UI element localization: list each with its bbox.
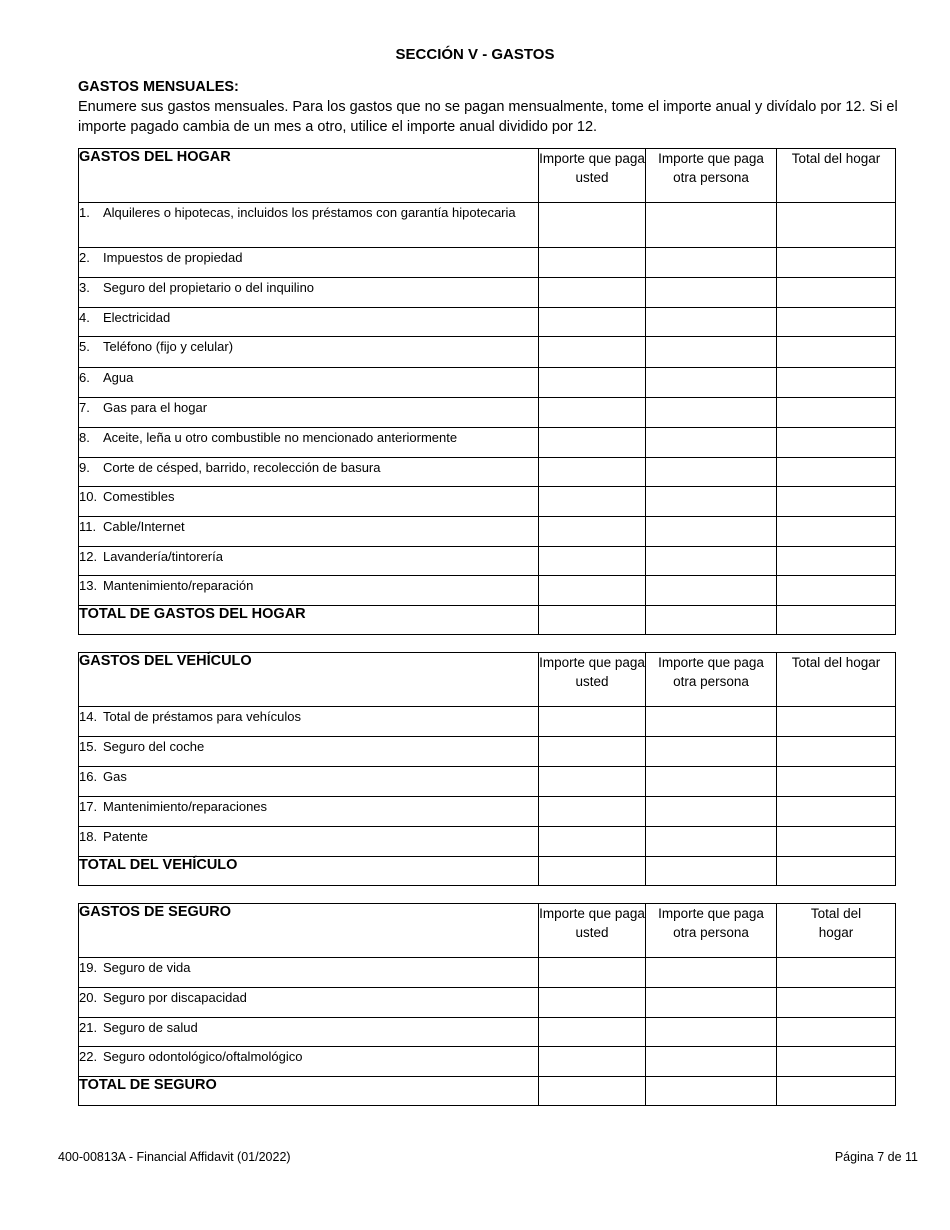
amount-other-pays-cell[interactable] — [646, 517, 777, 547]
amount-you-pay-cell[interactable] — [539, 1047, 646, 1077]
vehicle-total-label: TOTAL DEL VEHÍCULO — [79, 857, 539, 886]
amount-you-pay-cell[interactable] — [539, 958, 646, 988]
table-row — [79, 827, 896, 857]
amount-you-pay-cell[interactable] — [539, 308, 646, 337]
item-label: Patente — [103, 829, 148, 844]
item-label: Impuestos de propiedad — [103, 250, 243, 265]
total-you-pay-cell[interactable] — [539, 606, 646, 635]
amount-other-pays-cell[interactable] — [646, 1047, 777, 1077]
amount-you-pay-cell[interactable] — [539, 797, 646, 827]
amount-other-pays-cell[interactable] — [646, 797, 777, 827]
household-total-cell[interactable] — [777, 398, 896, 428]
amount-you-pay-cell[interactable] — [539, 517, 646, 547]
item-label: Comestibles — [103, 489, 175, 504]
intro-text: Enumere sus gastos mensuales. Para los gastos que no se pagan mensualmente, tome el importe anual y divídalo por 12. Si el importe pagado cambia de un mes a otro, utilice el importe anual dividido por 12. — [78, 99, 898, 135]
household-expenses-table — [78, 148, 896, 635]
total-row — [79, 1077, 896, 1106]
household-total-cell[interactable] — [777, 1047, 896, 1077]
table-row — [79, 1047, 896, 1077]
amount-you-pay-cell[interactable] — [539, 547, 646, 576]
amount-you-pay-cell[interactable] — [539, 278, 646, 308]
item-number: 11. — [79, 519, 97, 534]
item-label: Mantenimiento/reparaciones — [103, 799, 268, 814]
item-number: 20. — [79, 990, 98, 1005]
table-row — [79, 308, 896, 337]
item-number: 12. — [79, 549, 98, 564]
amount-other-pays-cell[interactable] — [646, 547, 777, 576]
col-other-pays: Importe que paga otra persona — [646, 653, 777, 707]
amount-other-pays-cell[interactable] — [646, 398, 777, 428]
household-total-cell[interactable] — [777, 1018, 896, 1047]
item-number: 3. — [79, 280, 90, 295]
amount-you-pay-cell[interactable] — [539, 737, 646, 767]
table-row — [79, 517, 896, 547]
vehicle-expenses-table — [78, 652, 896, 886]
col-you-pay: Importe que paga usted — [539, 653, 646, 707]
item-label: Total de préstamos para vehículos — [103, 709, 301, 724]
item-label: Lavandería/tintorería — [103, 549, 223, 564]
item-number: 5. — [79, 339, 90, 354]
amount-other-pays-cell[interactable] — [646, 308, 777, 337]
intro — [78, 77, 898, 137]
table-row — [79, 988, 896, 1018]
household-total-cell[interactable] — [777, 428, 896, 458]
total-household-cell[interactable] — [777, 857, 896, 886]
item-label: Teléfono (fijo y celular) — [103, 339, 234, 354]
item-label: Aceite, leña u otro combustible no mencionado anteriormente — [103, 430, 458, 445]
household-total-cell[interactable] — [777, 337, 896, 368]
insurance-title: GASTOS DE SEGURO — [79, 904, 539, 958]
amount-other-pays-cell[interactable] — [646, 576, 777, 606]
item-label: Agua — [103, 370, 134, 385]
amount-you-pay-cell[interactable] — [539, 398, 646, 428]
amount-you-pay-cell[interactable] — [539, 248, 646, 278]
household-total-cell[interactable] — [777, 737, 896, 767]
item-number: 4. — [79, 310, 90, 325]
total-household-cell[interactable] — [777, 1077, 896, 1106]
amount-other-pays-cell[interactable] — [646, 278, 777, 308]
item-number: 14. — [79, 709, 98, 724]
amount-other-pays-cell[interactable] — [646, 767, 777, 797]
total-you-pay-cell[interactable] — [539, 857, 646, 886]
table-row — [79, 576, 896, 606]
item-number: 13. — [79, 578, 98, 593]
table-row — [79, 547, 896, 576]
item-label: Seguro del propietario o del inquilino — [103, 280, 315, 295]
table-row — [79, 1018, 896, 1047]
household-total-cell[interactable] — [777, 458, 896, 487]
item-label: Alquileres o hipotecas, incluidos los préstamos con garantía hipotecaria — [103, 205, 516, 220]
item-number: 21. — [79, 1020, 98, 1035]
table-row — [79, 248, 896, 278]
table-row — [79, 428, 896, 458]
table-row — [79, 767, 896, 797]
amount-you-pay-cell[interactable] — [539, 827, 646, 857]
item-number: 1. — [79, 205, 90, 220]
table-row — [79, 707, 896, 737]
household-total-label: TOTAL DE GASTOS DEL HOGAR — [79, 606, 539, 635]
item-label: Gas para el hogar — [103, 400, 208, 415]
household-total-cell[interactable] — [777, 797, 896, 827]
household-total-cell[interactable] — [777, 278, 896, 308]
total-other-pays-cell[interactable] — [646, 1077, 777, 1106]
household-total-cell[interactable] — [777, 368, 896, 398]
amount-you-pay-cell[interactable] — [539, 487, 646, 517]
item-number: 18. — [79, 829, 98, 844]
amount-other-pays-cell[interactable] — [646, 487, 777, 517]
household-total-cell[interactable] — [777, 308, 896, 337]
vehicle-title: GASTOS DEL VEHÍCULO — [79, 653, 539, 707]
item-label: Corte de césped, barrido, recolección de basura — [103, 460, 381, 475]
total-other-pays-cell[interactable] — [646, 606, 777, 635]
amount-other-pays-cell[interactable] — [646, 958, 777, 988]
item-label: Seguro del coche — [103, 739, 205, 754]
total-row — [79, 857, 896, 886]
amount-other-pays-cell[interactable] — [646, 428, 777, 458]
amount-you-pay-cell[interactable] — [539, 707, 646, 737]
amount-other-pays-cell[interactable] — [646, 988, 777, 1018]
amount-you-pay-cell[interactable] — [539, 428, 646, 458]
item-number: 17. — [79, 799, 98, 814]
amount-other-pays-cell[interactable] — [646, 248, 777, 278]
section-title: SECCIÓN V - GASTOS — [395, 46, 555, 63]
amount-other-pays-cell[interactable] — [646, 337, 777, 368]
amount-other-pays-cell[interactable] — [646, 368, 777, 398]
insurance-total-label: TOTAL DE SEGURO — [79, 1077, 539, 1106]
intro-heading: GASTOS MENSUALES: — [78, 79, 239, 95]
col-other-pays: Importe que paga otra persona — [646, 904, 777, 958]
col-household-total: Total del hogar — [777, 149, 896, 203]
table-row — [79, 737, 896, 767]
item-number: 22. — [79, 1049, 98, 1064]
household-total-cell[interactable] — [777, 576, 896, 606]
item-number: 6. — [79, 370, 90, 385]
item-number: 9. — [79, 460, 90, 475]
table-row — [79, 398, 896, 428]
household-total-cell[interactable] — [777, 988, 896, 1018]
household-total-cell[interactable] — [777, 827, 896, 857]
table-row — [79, 458, 896, 487]
household-total-cell[interactable] — [777, 958, 896, 988]
amount-other-pays-cell[interactable] — [646, 737, 777, 767]
col-household-total: Total del hogar — [777, 904, 896, 958]
item-label: Seguro de vida — [103, 960, 191, 975]
table-row — [79, 368, 896, 398]
amount-other-pays-cell[interactable] — [646, 707, 777, 737]
col-other-pays: Importe que paga otra persona — [646, 149, 777, 203]
household-total-cell[interactable] — [777, 707, 896, 737]
household-total-cell[interactable] — [777, 248, 896, 278]
item-number: 2. — [79, 250, 90, 265]
household-total-cell[interactable] — [777, 517, 896, 547]
amount-other-pays-cell[interactable] — [646, 827, 777, 857]
household-total-cell[interactable] — [777, 767, 896, 797]
table-row — [79, 203, 896, 248]
page-number: Página 7 de 11 — [834, 1150, 918, 1164]
item-label: Mantenimiento/reparación — [103, 578, 254, 593]
total-you-pay-cell[interactable] — [539, 1077, 646, 1106]
col-you-pay: Importe que paga usted — [539, 904, 646, 958]
household-title: GASTOS DEL HOGAR — [79, 149, 539, 203]
item-number: 7. — [79, 400, 90, 415]
total-household-cell[interactable] — [777, 606, 896, 635]
amount-you-pay-cell[interactable] — [539, 767, 646, 797]
amount-you-pay-cell[interactable] — [539, 458, 646, 487]
amount-you-pay-cell[interactable] — [539, 576, 646, 606]
amount-you-pay-cell[interactable] — [539, 1018, 646, 1047]
item-number: 8. — [79, 430, 90, 445]
item-number: 16. — [79, 769, 98, 784]
item-number: 10. — [79, 489, 98, 504]
amount-other-pays-cell[interactable] — [646, 458, 777, 487]
household-total-cell[interactable] — [777, 547, 896, 576]
household-total-cell[interactable] — [777, 487, 896, 517]
household-total-cell[interactable] — [777, 203, 896, 248]
amount-other-pays-cell[interactable] — [646, 203, 777, 248]
table-row — [79, 278, 896, 308]
item-label: Electricidad — [103, 310, 171, 325]
item-number: 15. — [79, 739, 98, 754]
item-label: Seguro por discapacidad — [103, 990, 247, 1005]
table-row — [79, 487, 896, 517]
amount-you-pay-cell[interactable] — [539, 368, 646, 398]
item-number: 19. — [79, 960, 98, 975]
item-label: Seguro de salud — [103, 1020, 198, 1035]
item-label: Gas — [103, 769, 127, 784]
form-id: 400-00813A - Financial Affidavit (01/2022) — [58, 1150, 291, 1164]
amount-other-pays-cell[interactable] — [646, 1018, 777, 1047]
item-label: Seguro odontológico/oftalmológico — [103, 1049, 303, 1064]
insurance-expenses-table — [78, 903, 896, 1106]
table-row — [79, 797, 896, 827]
table-row — [79, 958, 896, 988]
col-you-pay: Importe que paga usted — [539, 149, 646, 203]
amount-you-pay-cell[interactable] — [539, 988, 646, 1018]
total-other-pays-cell[interactable] — [646, 857, 777, 886]
table-row — [79, 337, 896, 368]
total-row — [79, 606, 896, 635]
col-household-total: Total del hogar — [777, 653, 896, 707]
item-label: Cable/Internet — [103, 519, 185, 534]
amount-you-pay-cell[interactable] — [539, 203, 646, 248]
amount-you-pay-cell[interactable] — [539, 337, 646, 368]
